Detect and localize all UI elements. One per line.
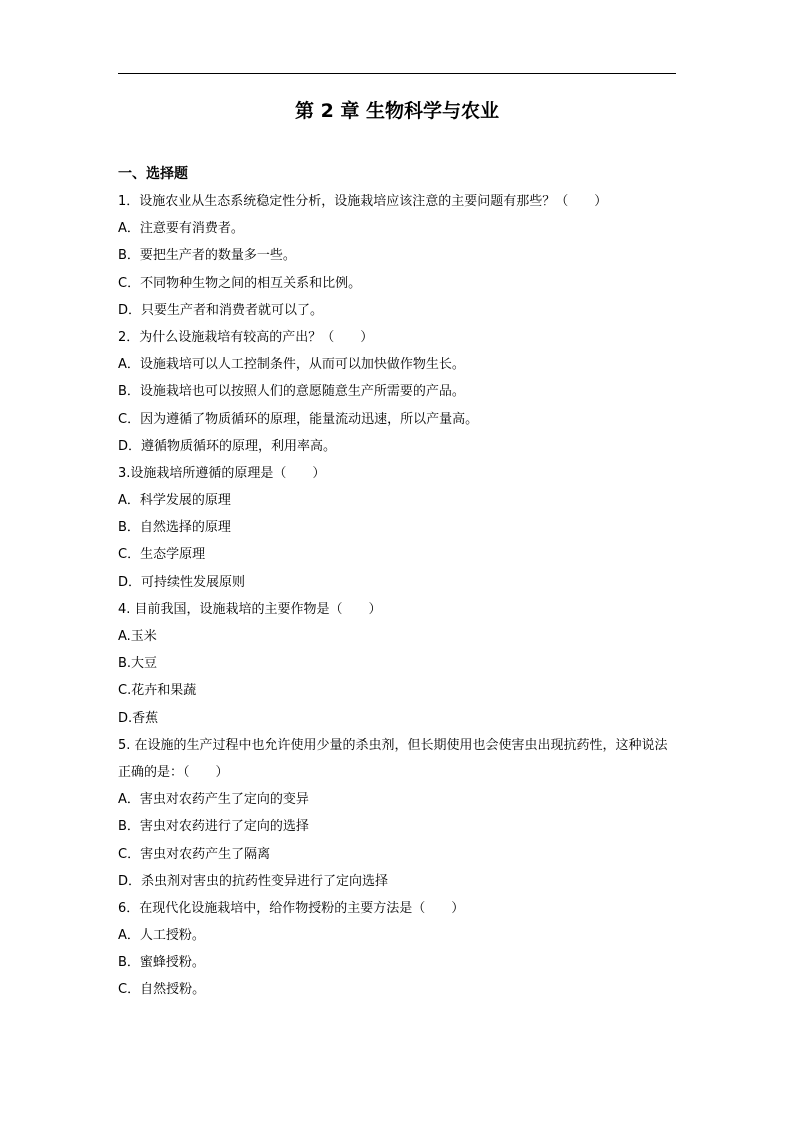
question-2-option-c: C．因为遵循了物质循环的原理，能量流动迅速，所以产量高。 (118, 411, 479, 427)
question-5-option-b: B．害虫对农药进行了定向的选择 (118, 819, 309, 835)
question-5-stem: 5. 在设施的生产过程中也允许使用少量的杀虫剂，但长期使用也会使害虫出现抗药性，这种说法正确的是：（ ） (118, 737, 668, 780)
question-4-option-b: B.大豆 (118, 656, 158, 672)
question-3-stem: 3.设施栽培所遵循的原理是（ ） (118, 465, 326, 481)
question-3-option-c: C．生态学原理 (118, 547, 206, 563)
question-2-option-a: A．设施栽培可以人工控制条件，从而可以加快做作物生长。 (118, 357, 465, 373)
section-heading: 一、选择题 (118, 166, 188, 182)
question-4-option-c: C.花卉和果蔬 (118, 683, 197, 699)
question-4-option-d: D.香蕉 (118, 710, 159, 726)
question-6-stem: 6．在现代化设施栽培中，给作物授粉的主要方法是（ ） (118, 900, 465, 916)
question-6-option-a: A．人工授粉。 (118, 928, 205, 944)
question-3-option-a: A．科学发展的原理 (118, 493, 231, 509)
question-2-option-d: D．遵循物质循环的原理，利用率高。 (118, 438, 337, 454)
header-rule (118, 73, 676, 74)
question-3-option-b: B．自然选择的原理 (118, 520, 231, 536)
question-1-stem: 1．设施农业从生态系统稳定性分析，设施栽培应该注意的主要问题有那些？（ ） (118, 194, 608, 209)
question-6-option-b: B．蜜蜂授粉。 (118, 955, 205, 971)
question-1-option-b: B．要把生产者的数量多一些。 (118, 248, 296, 264)
question-list (118, 161, 678, 1004)
question-6-option-c: C．自然授粉。 (118, 982, 206, 998)
question-4-option-a: A.玉米 (118, 629, 157, 644)
question-1-option-c: C．不同物种生物之间的相互关系和比例。 (118, 275, 362, 291)
question-2-stem: 2．为什么设施栽培有较高的产出？（ ） (118, 329, 374, 345)
question-5-option-d: D．杀虫剂对害虫的抗药性变异进行了定向选择 (118, 873, 389, 889)
question-2-option-b: B．设施栽培也可以按照人们的意愿随意生产所需要的产品。 (118, 384, 465, 400)
question-4-stem: 4. 目前我国，设施栽培的主要作物是（ ） (118, 601, 382, 617)
page-title: 第 2 章 生物科学与农业 (294, 100, 500, 122)
question-5-option-a: A．害虫对农药产生了定向的变异 (118, 792, 309, 808)
question-1-option-d: D．只要生产者和消费者就可以了。 (118, 302, 324, 318)
question-3-option-d: D．可持续性发展原则 (118, 574, 246, 590)
question-5-option-c: C．害虫对农药产生了隔离 (118, 846, 271, 862)
question-1-option-a: A．注意要有消费者。 (118, 221, 244, 237)
